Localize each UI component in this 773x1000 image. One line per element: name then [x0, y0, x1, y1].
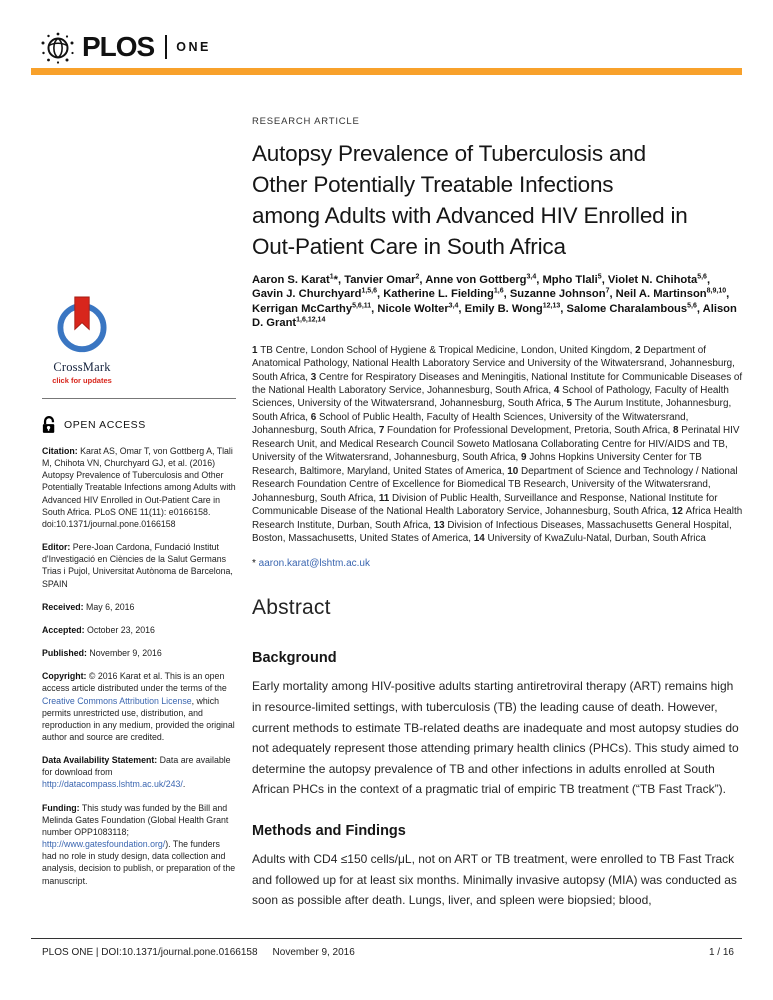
footer	[42, 947, 734, 958]
crossmark-icon	[55, 295, 109, 353]
logo-divider	[165, 35, 167, 59]
citation-note: Citation: Karat AS, Omar T, von Gottberg A, Tlali M, Chihota VN, Churchyard GJ, et al. (2016) Autopsy Prevalence of Tuberculosis and Other Potentially Treatable Infections among Adults with Advanced HIV Enrolled in Out-Patient Care in South Africa. PLoS ONE 11(11): e0166158. doi:10.1371/journal.pone.0166158	[42, 446, 236, 529]
article-column	[252, 116, 743, 934]
author-list: Aaron S. Karat$^1$*, Tanvier Omar$^2$, Anne von Gottberg$^{3,4}$, Mpho Tlali$^5$, Violet N. Chihota$^{5,6}$, Gavin J. Churchyard$^{1,5,6}$, Katherine L. Fielding$^{1,6}$, Suzanne Johnson$^7$, Neil A. Martinson$^{8,9,10}$, Kerrigan McCarthy$^{5,6,11}$, Nicole Wolter$^{3,4}$, Emily B. Wong$^{12,13}$, Salome Charalambous$^{5,6}$, Alison D. Grant$^{1,6,12,14}$	[252, 273, 737, 330]
footer-journal-doi: PLOS ONE | DOI:10.1371/journal.pone.0166158	[42, 947, 258, 958]
sidebar	[42, 295, 236, 887]
methods-body: Adults with CD4 ≤150 cells/μL, not on ART or TB treatment, were enrolled to TB Fast Track and followed up for at least six months. Minimally invasive autopsy (MIA) was conducted as soon as possible after death. Lungs, liver, and spleen were biopsied; blood,	[252, 851, 737, 908]
footer-rule	[31, 938, 742, 939]
background-heading: Background	[252, 650, 337, 667]
accepted-note: Accepted: October 23, 2016	[42, 624, 155, 635]
section-background	[252, 650, 743, 800]
accent-bar	[31, 68, 742, 75]
abstract-heading: Abstract	[252, 596, 331, 620]
logo-one-text: ONE	[176, 40, 211, 54]
article-kicker: RESEARCH ARTICLE	[252, 116, 360, 127]
correspondence: * aaron.karat@lshtm.ac.uk	[252, 558, 370, 570]
section-methods-findings	[252, 823, 743, 911]
data-compass-link[interactable]: http://datacompass.lshtm.ac.uk/243/	[42, 779, 183, 790]
editor-note: Editor: Pere-Joan Cardona, Fundació Institut d'Investigació en Ciències de la Salut Germans Trias i Pujol, Universitat Autònoma de Barcelona, SPAIN	[42, 542, 233, 589]
footer-date: November 9, 2016	[272, 947, 355, 958]
copyright-note: Copyright: © 2016 Karat et al. This is an open access article distributed under the terms of the Creative Commons Attribution License, which permits unrestricted use, distribution, and reproduction in any medium, provided the original author and source are credited.	[42, 671, 235, 742]
received-note: Received: May 6, 2016	[42, 601, 135, 612]
plos-logo[interactable]	[40, 28, 211, 66]
published-note: Published: November 9, 2016	[42, 648, 162, 659]
gates-foundation-link[interactable]: http://www.gatesfoundation.org/	[42, 839, 166, 850]
logo-plos-text: PLOS	[82, 31, 155, 62]
creative-commons-license-link[interactable]: Creative Commons Attribution License	[42, 695, 192, 706]
methods-heading: Methods and Findings	[252, 822, 406, 839]
crossmark-title: CrossMark	[53, 360, 111, 374]
open-padlock-icon	[42, 416, 56, 434]
background-body: Early mortality among HIV-positive adults starting antiretroviral therapy (ART) remains high in resource-limited settings, with tuberculosis (TB) the leading cause of death. However, current methods to estimate TB-related deaths are inadequate and most autopsy studies do not adequately represent those attending primary health clinics (PHCs). This study aimed to determine the autopsy prevalence of TB and other infections in adults enrolled at South African PHCs in the context of a pragmatic trial of empiric TB treatment (“TB Fast Track”).	[252, 679, 739, 797]
crossmark-badge[interactable]	[47, 295, 117, 385]
footer-page-number: 1 / 16	[708, 947, 734, 958]
corresponding-author-email-link[interactable]: aaron.karat@lshtm.ac.uk	[258, 558, 370, 570]
crossmark-subtitle: click for updates	[52, 376, 112, 385]
funding-note: Funding: This study was funded by the Bill and Melinda Gates Foundation (Global Health Grant number OPP1083118; http://www.gatesfoundation.org/). The funders had no role in study design, data collection and analysis, decision to publish, or preparation of the manuscript.	[42, 802, 236, 886]
sidebar-divider	[42, 398, 236, 399]
open-access-row	[42, 416, 236, 434]
plos-globe-icon	[40, 29, 76, 65]
data-availability-note: Data Availability Statement: Data are available for download from http://datacompass.lshtm.ac.uk/243/.	[42, 755, 231, 790]
article-title: Autopsy Prevalence of Tuberculosis and Other Potentially Treatable Infections among Adults with Advanced HIV Enrolled in Out-Patient Care in South Africa	[252, 141, 688, 259]
affiliation-list: 1 TB Centre, London School of Hygiene & Tropical Medicine, London, United Kingdom, 2 Department of Anatomical Pathology, National Health Laboratory Service and University of the Witwatersrand, Johannesburg, South Africa, 3 Centre for Respiratory Diseases and Meningitis, National Institute for Communicable Diseases of the National Health Laboratory Service, Johannesburg, South Africa, 4 School of Pathology, Faculty of Health Sciences, University of the Witwatersrand, Johannesburg, South Africa, 5 The Aurum Institute, Johannesburg, South Africa, 6 School of Public Health, Faculty of Health Sciences, University of the Witwatersrand, Johannesburg, South Africa, 7 Foundation for Professional Development, Pretoria, South Africa, 8 Perinatal HIV Research Unit, and Medical Research Council Soweto Matlosana Collaborating Centre for HIV/AIDS and TB, University of the Witwatersrand, Johannesburg, South Africa, 9 Johns Hopkins University Center for TB Research, Baltimore, Maryland, United States of America, 10 Department of Science and Technology / National Research Foundation Centre of Excellence for Biomedical TB Research, University of the Witwatersrand, Johannesburg, South Africa, 11 Division of Public Health, Surveillance and Response, National Institute for Communicable Disease of the National Health Laboratory Service, Johannesburg, South Africa, 12 Africa Health Research Institute, Durban, South Africa, 13 Division of Infectious Diseases, Massachusetts General Hospital, Boston, Massachusetts, United States of America, 14 University of KwaZulu-Natal, Durban, South Africa	[252, 344, 743, 544]
open-access-label: OPEN ACCESS	[64, 419, 146, 431]
